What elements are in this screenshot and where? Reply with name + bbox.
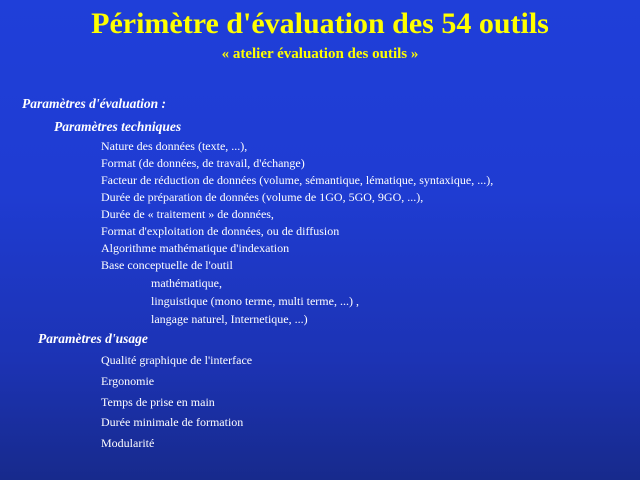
slide-title: Périmètre d'évaluation des 54 outils [91,7,549,40]
technical-item: Facteur de réduction de données (volume, sémantique, lématique, syntaxique, ...), [101,173,494,187]
usage-item: Qualité graphique de l'interface [101,353,253,367]
technical-item: Algorithme mathématique d'indexation [101,241,290,255]
technical-item: Durée de « traitement » de données, [101,207,274,221]
technical-item: Durée de préparation de données (volume de 1GO, 5GO, 9GO, ...), [101,190,424,204]
evaluation-parameters-heading: Paramètres d'évaluation : [22,96,166,111]
technical-sub-item: mathématique, [151,276,222,290]
technical-item: Base conceptuelle de l'outil [101,258,233,272]
slide-subtitle: « atelier évaluation des outils » [221,46,419,62]
technical-sub-item: langage naturel, Internetique, ...) [151,312,308,326]
technical-item: Format (de données, de travail, d'échange) [101,156,305,170]
usage-item: Ergonomie [101,374,155,388]
usage-item: Modularité [101,436,155,450]
technical-item: Format d'exploitation de données, ou de diffusion [101,224,340,238]
technical-parameters-heading: Paramètres techniques [54,119,182,134]
technical-item: Nature des données (texte, ...), [101,139,248,153]
technical-sub-item: linguistique (mono terme, multi terme, ...) , [151,294,359,308]
usage-parameters-heading: Paramètres d'usage [38,331,148,346]
usage-item: Temps de prise en main [101,395,215,409]
usage-item: Durée minimale de formation [101,415,244,429]
